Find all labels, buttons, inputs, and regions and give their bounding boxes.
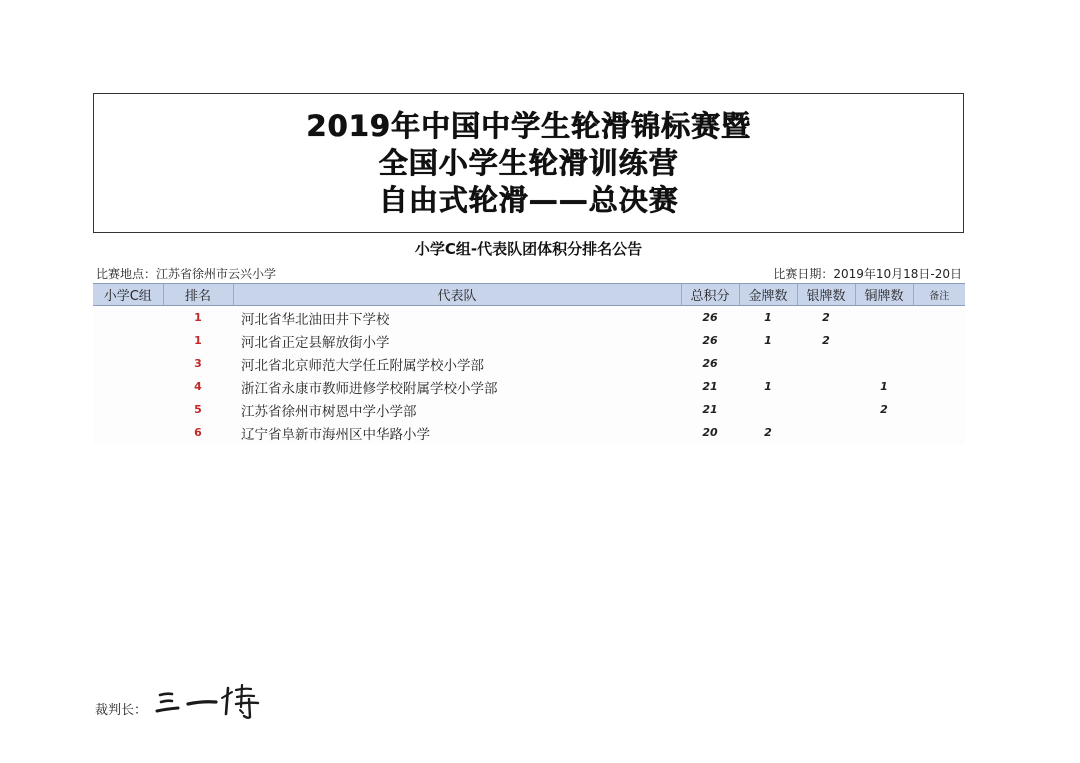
team-cell: 江苏省徐州市树恩中学小学部 [233,398,681,421]
silver-cell [797,421,855,444]
silver-cell [797,398,855,421]
referee-label: 裁判长： [95,703,148,718]
silver-cell [797,375,855,398]
col-header-bronze: 铜牌数 [855,284,913,306]
rank-cell: 6 [163,421,233,444]
referee-signature [152,678,264,720]
total-cell: 26 [681,306,739,330]
results-table [93,283,965,444]
announcement-subtitle: 小学C组-代表队团体积分排名公告 [414,240,643,258]
total-cell: 26 [681,352,739,375]
gold-cell: 1 [739,329,797,352]
col-header-gold: 金牌数 [739,284,797,306]
bronze-cell: 2 [855,398,913,421]
gold-cell [739,398,797,421]
group-cell [93,329,163,352]
team-cell: 河北省北京师范大学任丘附属学校小学部 [233,352,681,375]
table-row [93,306,965,330]
group-cell [93,306,163,330]
gold-cell: 1 [739,375,797,398]
group-cell [93,375,163,398]
rank-cell: 4 [163,375,233,398]
team-cell: 浙江省永康市教师进修学校附属学校小学部 [233,375,681,398]
total-cell: 26 [681,329,739,352]
note-cell [913,375,965,398]
total-cell: 21 [681,398,739,421]
group-cell [93,398,163,421]
table-row [93,421,965,444]
bronze-cell: 1 [855,375,913,398]
silver-cell: 2 [797,306,855,330]
table-row [93,375,965,398]
gold-cell [739,352,797,375]
table-header-row [93,284,965,306]
silver-cell: 2 [797,329,855,352]
bronze-cell [855,306,913,330]
table-row [93,398,965,421]
table-row [93,352,965,375]
bronze-cell [855,352,913,375]
note-cell [913,352,965,375]
gold-cell: 1 [739,306,797,330]
silver-cell [797,352,855,375]
team-cell: 河北省华北油田井下学校 [233,306,681,330]
note-cell [913,306,965,330]
col-header-team: 代表队 [233,284,681,306]
note-cell [913,329,965,352]
rank-cell: 1 [163,306,233,330]
team-cell: 辽宁省阜新市海州区中华路小学 [233,421,681,444]
group-cell [93,352,163,375]
rank-cell: 5 [163,398,233,421]
title-line-1: 2019年中国中学生轮滑锦标赛暨 [306,108,751,143]
date-text: 比赛日期：2019年10月18日-20日 [773,267,962,281]
note-cell [913,398,965,421]
bronze-cell [855,329,913,352]
col-header-rank: 排名 [163,284,233,306]
bronze-cell [855,421,913,444]
rank-cell: 3 [163,352,233,375]
total-cell: 20 [681,421,739,444]
table-row [93,329,965,352]
col-header-total: 总积分 [681,284,739,306]
total-cell: 21 [681,375,739,398]
group-cell [93,421,163,444]
gold-cell: 2 [739,421,797,444]
note-cell [913,421,965,444]
title-box [93,93,964,233]
col-header-note: 备注 [913,284,965,306]
col-header-silver: 银牌数 [797,284,855,306]
team-cell: 河北省正定县解放街小学 [233,329,681,352]
venue-text: 比赛地点：江苏省徐州市云兴小学 [96,267,277,281]
col-header-group: 小学C组 [93,284,163,306]
title-line-2: 全国小学生轮滑训练营 [378,145,679,180]
rank-cell: 1 [163,329,233,352]
title-line-3: 自由式轮滑——总决赛 [378,182,679,217]
